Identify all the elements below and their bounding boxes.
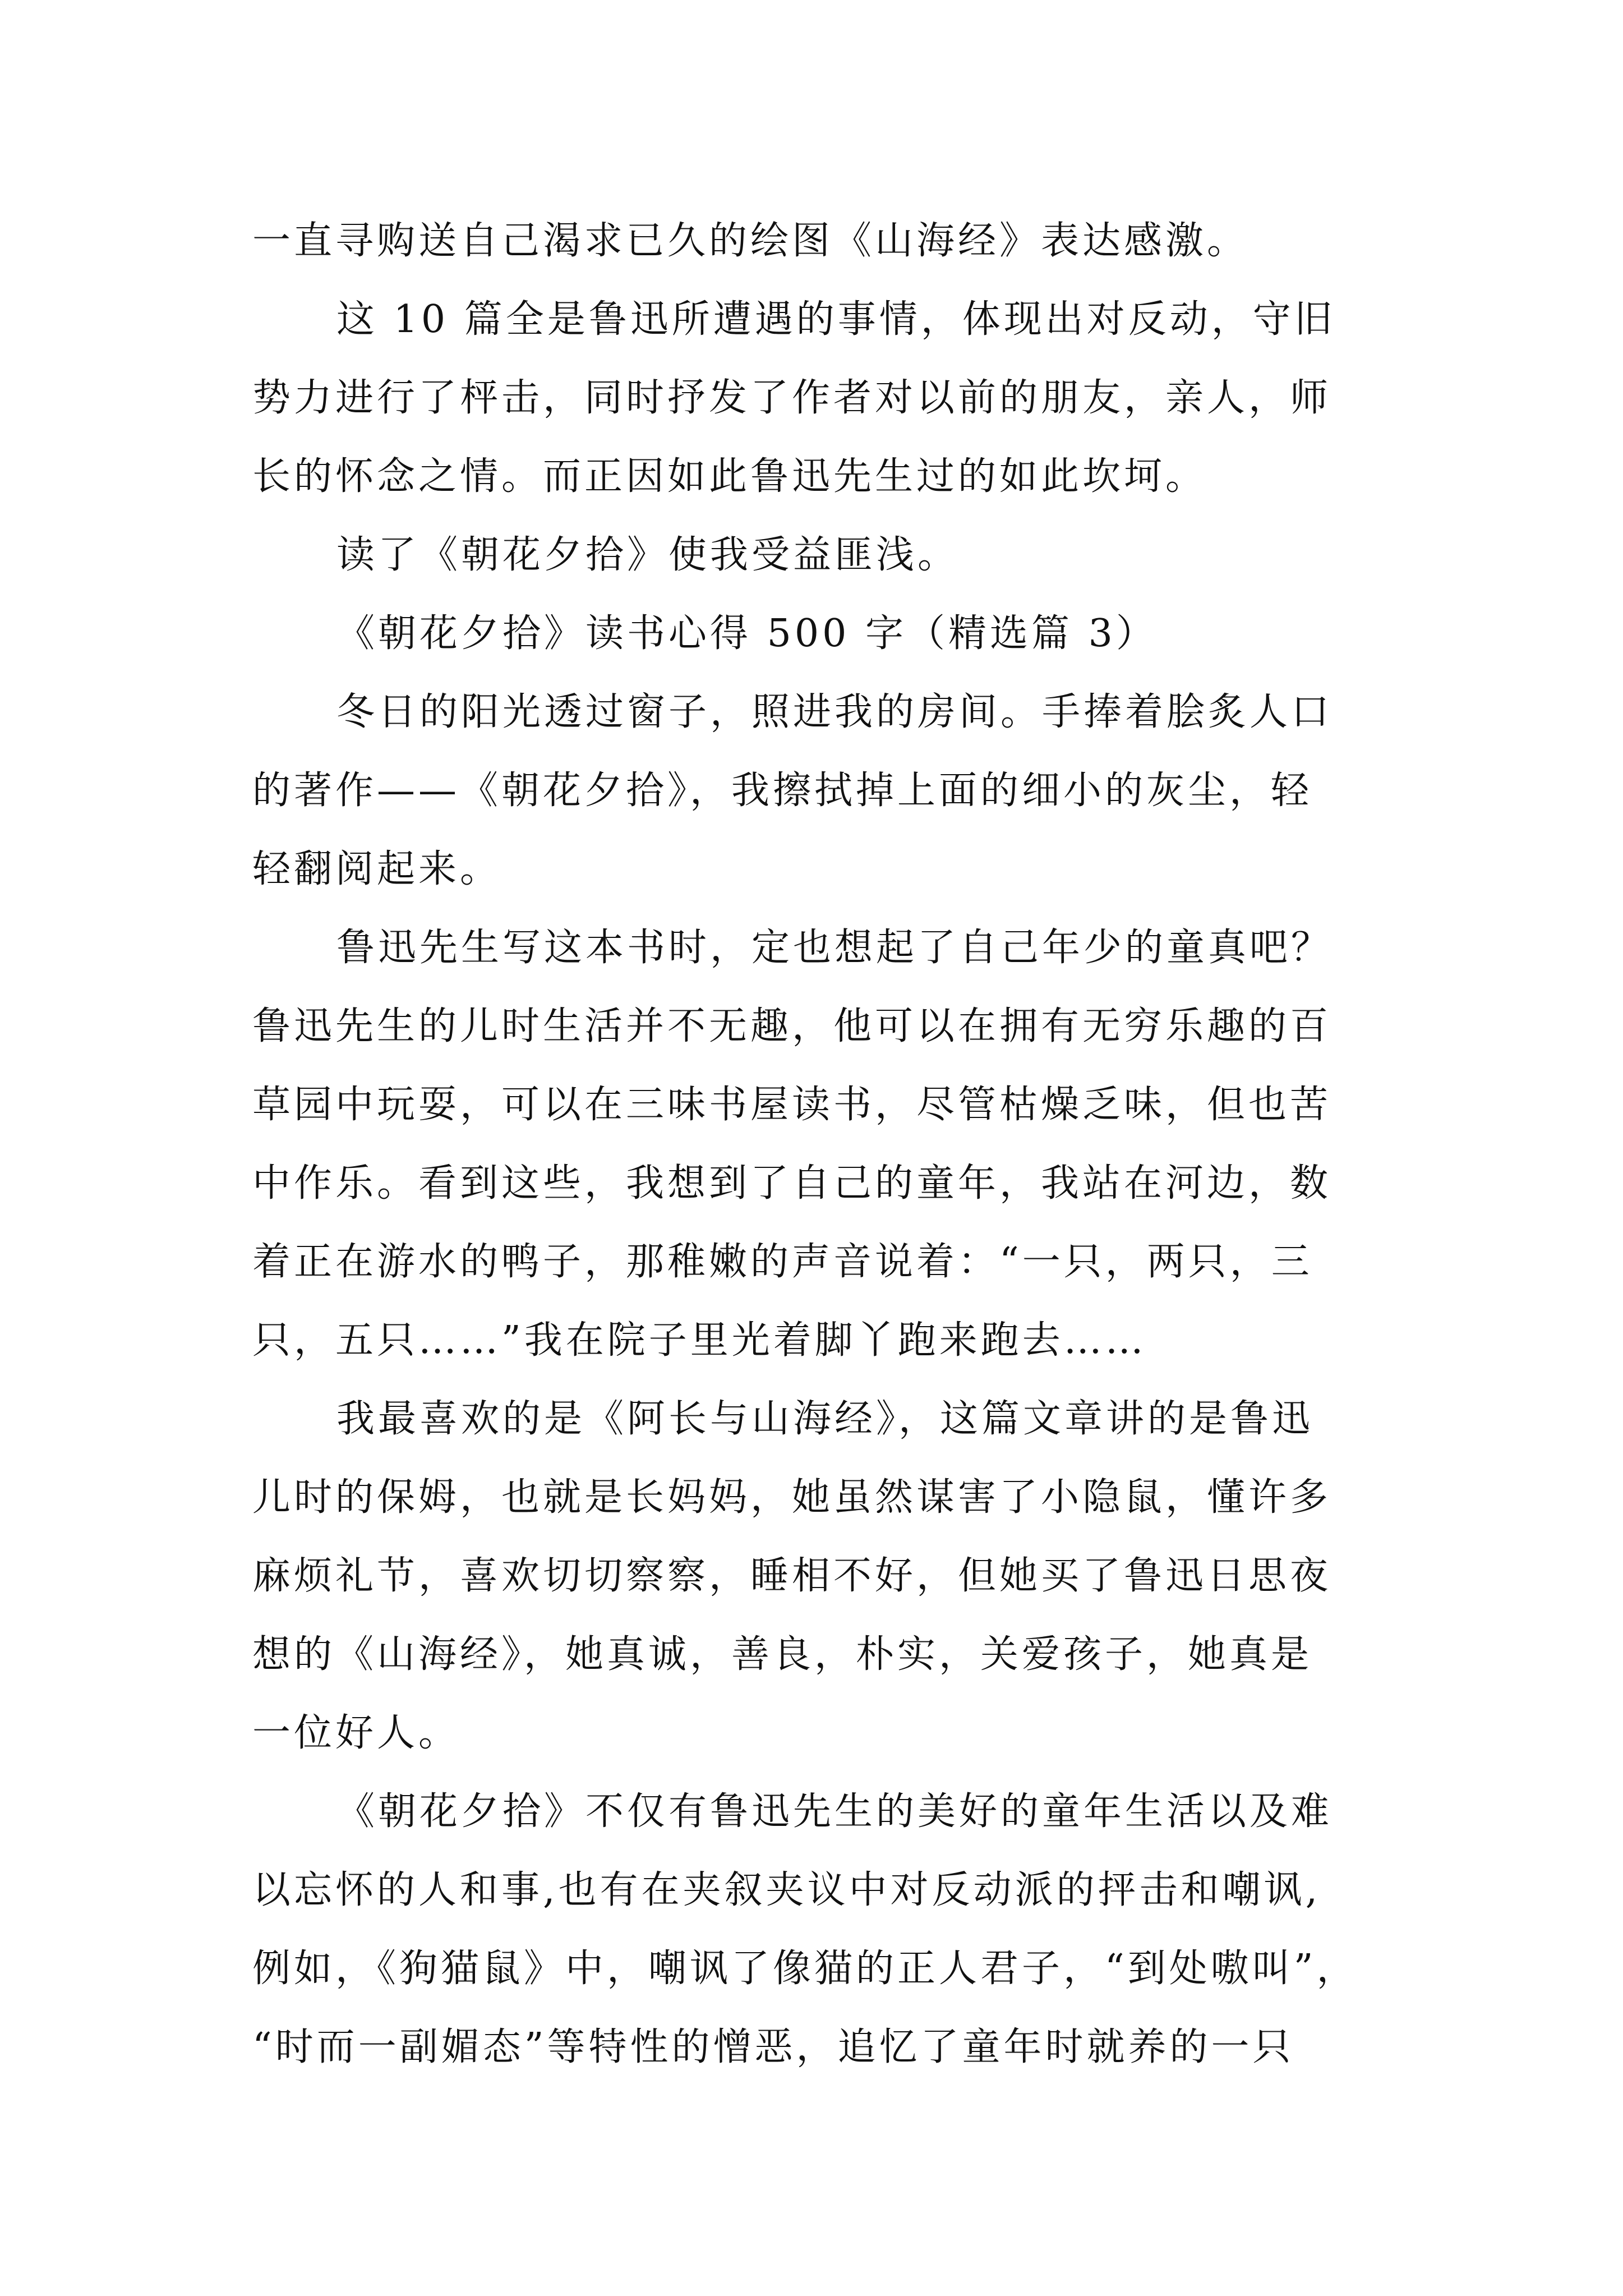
text-line: 势力进行了枰击，同时抒发了作者对以前的朋友，亲人，师 bbox=[252, 376, 1332, 420]
text-line: 冬日的阳光透过窗子，照进我的房间。手捧着脍炙人口 bbox=[336, 690, 1333, 734]
text-line: 草园中玩耍，可以在三味书屋读书，尽管枯燥乏味，但也苦 bbox=[252, 1083, 1332, 1127]
text-line: 以忘怀的人和事,也有在夹叙夹议中对反动派的抨击和嘲讽, bbox=[252, 1868, 1321, 1912]
text-line: 一位好人。 bbox=[252, 1711, 460, 1755]
section-heading: 《朝花夕拾》读书心得 500 字（精选篇 3） bbox=[336, 611, 1158, 656]
text-line: 中作乐。看到这些，我想到了自己的童年，我站在河边，数 bbox=[252, 1161, 1332, 1205]
text-line: “时而一副媚态”等特性的憎恶，追忆了童年时就养的一只 bbox=[252, 2025, 1294, 2069]
text-line: 的著作——《朝花夕拾》，我擦拭掉上面的细小的灰尘，轻 bbox=[252, 769, 1313, 813]
text-line: 只，五只……”我在院子里光着脚丫跑来跑去…… bbox=[252, 1318, 1147, 1363]
text-line: 我最喜欢的是《阿长与山海经》，这篇文章讲的是鲁迅 bbox=[336, 1397, 1314, 1441]
text-line: 长的怀念之情。而正因如此鲁迅先生过的如此坎坷。 bbox=[252, 454, 1207, 499]
text-line: 读了《朝花夕拾》使我受益匪浅。 bbox=[336, 533, 960, 577]
text-line: 《朝花夕拾》不仅有鲁迅先生的美好的童年生活以及难 bbox=[336, 1789, 1333, 1834]
text-line: 一直寻购送自己渴求已久的绘图《山海经》表达感激。 bbox=[252, 219, 1249, 263]
text-line: 想的《山海经》，她真诚，善良，朴实，关爱孩子，她真是 bbox=[252, 1632, 1313, 1677]
text-line: 例如，《狗猫鼠》中，嘲讽了像猫的正人君子，“到处嗷叫”， bbox=[252, 1947, 1358, 1991]
text-line: 儿时的保姆，也就是长妈妈，她虽然谋害了小隐鼠，懂许多 bbox=[252, 1475, 1332, 1520]
text-line: 这 10 篇全是鲁迅所遭遇的事情，体现出对反动，守旧 bbox=[336, 297, 1336, 342]
text-line: 鲁迅先生的儿时生活并不无趣，他可以在拥有无穷乐趣的百 bbox=[252, 1004, 1332, 1048]
text-line: 麻烦礼节，喜欢切切察察，睡相不好，但她买了鲁迅日思夜 bbox=[252, 1554, 1332, 1598]
text-line: 着正在游水的鸭子，那稚嫩的声音说着：“一只，两只，三 bbox=[252, 1240, 1313, 1284]
text-line: 轻翻阅起来。 bbox=[252, 847, 502, 891]
text-line: 鲁迅先生写这本书时，定也想起了自己年少的童真吧？ bbox=[336, 926, 1333, 970]
